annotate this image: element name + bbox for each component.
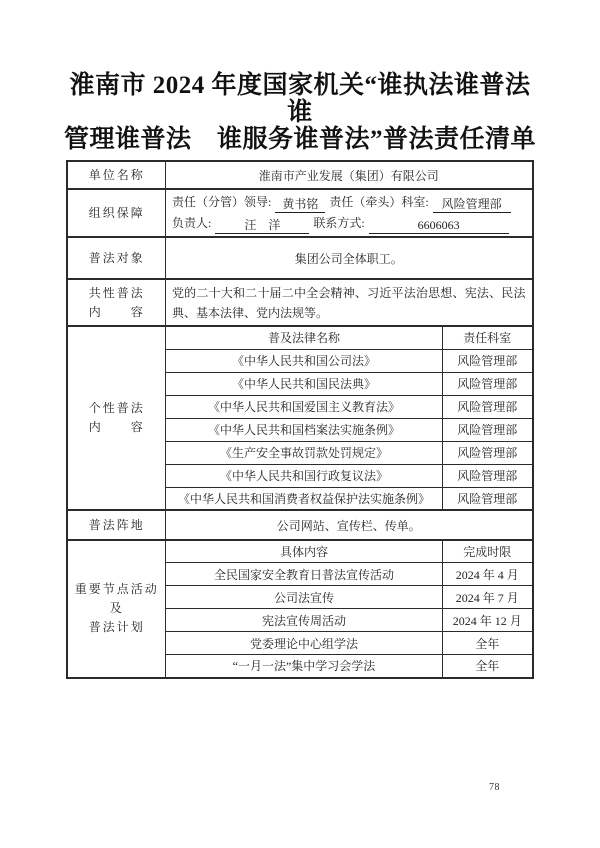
lead-dept-label: 责任（牵头）科室: bbox=[329, 195, 429, 209]
common-label-line-2: 内 容 bbox=[88, 304, 145, 319]
activity-content: 公司法宣传 bbox=[165, 586, 442, 609]
individual-label-line-1: 个性普法 bbox=[88, 401, 145, 415]
activity-deadline-column-header: 完成时限 bbox=[442, 540, 532, 563]
law-dept: 风险管理部 bbox=[442, 418, 532, 441]
page-number: 78 bbox=[489, 782, 500, 793]
zhendi-value: 公司网站、宣传栏、传单。 bbox=[165, 510, 532, 540]
law-dept: 风险管理部 bbox=[442, 487, 532, 510]
page-title-line-2: 管理谁普法 谁服务谁普法”普法责任清单 bbox=[64, 126, 537, 153]
person-name: 汪 洋 bbox=[215, 218, 309, 234]
law-dept-column-header: 责任科室 bbox=[442, 326, 532, 349]
org-guarantee-content bbox=[165, 189, 532, 237]
responsibility-table bbox=[66, 160, 533, 679]
common-label-line-1: 共性普法 bbox=[88, 285, 145, 300]
contact-label: 联系方式: bbox=[313, 216, 365, 230]
row-org-guarantee bbox=[67, 189, 532, 237]
page-title-line-1: 淮南市 2024 年度国家机关“谁执法谁普法 谁 bbox=[69, 72, 557, 126]
law-dept: 风险管理部 bbox=[442, 441, 532, 464]
law-dept: 风险管理部 bbox=[442, 349, 532, 372]
target-value: 集团公司全体职工。 bbox=[165, 237, 532, 279]
activity-content: 全民国家安全教育日普法宣传活动 bbox=[165, 563, 442, 586]
common-content-label bbox=[67, 279, 165, 326]
common-content-value: 党的二十大和二十届二中全会精神、习近平法治思想、宪法、民法典、基本法律、党内法规等。 bbox=[165, 279, 532, 326]
law-name: 《中华人民共和国爱国主义教育法》 bbox=[165, 395, 442, 418]
unit-name-label: 单位名称 bbox=[67, 161, 165, 189]
individual-content-label bbox=[67, 326, 165, 510]
activity-deadline: 全年 bbox=[442, 655, 532, 678]
law-name: 《生产安全事故罚款处罚规定》 bbox=[165, 441, 442, 464]
activities-label-line-1: 重要节点活动及 bbox=[74, 582, 159, 616]
law-name-column-header: 普及法律名称 bbox=[165, 326, 442, 349]
activity-deadline: 全年 bbox=[442, 632, 532, 655]
law-dept: 风险管理部 bbox=[442, 372, 532, 395]
row-individual-header bbox=[67, 326, 532, 349]
activity-content: “一月一法”集中学习会学法 bbox=[165, 655, 442, 678]
law-dept: 风险管理部 bbox=[442, 395, 532, 418]
activity-content: 党委理论中心组学法 bbox=[165, 632, 442, 655]
leader-name: 黄书铭 bbox=[275, 197, 325, 213]
row-target bbox=[67, 237, 532, 279]
individual-label-line-2: 内 容 bbox=[88, 420, 145, 434]
person-label: 负责人: bbox=[171, 216, 212, 230]
activities-label bbox=[67, 540, 165, 678]
unit-name-value: 淮南市产业发展（集团）有限公司 bbox=[165, 161, 532, 189]
activity-content-column-header: 具体内容 bbox=[165, 540, 442, 563]
org-guarantee-label: 组织保障 bbox=[67, 189, 165, 237]
row-unit-name bbox=[67, 161, 532, 189]
lead-dept-name: 风险管理部 bbox=[433, 197, 511, 213]
law-dept: 风险管理部 bbox=[442, 464, 532, 487]
target-label: 普法对象 bbox=[67, 237, 165, 279]
leader-label: 责任（分管）领导: bbox=[171, 195, 272, 209]
row-activities-header bbox=[67, 540, 532, 563]
law-name: 《中华人民共和国档案法实施条例》 bbox=[165, 418, 442, 441]
activity-deadline: 2024 年 12 月 bbox=[442, 609, 532, 632]
law-name: 《中华人民共和国公司法》 bbox=[165, 349, 442, 372]
law-name: 《中华人民共和国民法典》 bbox=[165, 372, 442, 395]
activity-deadline: 2024 年 7 月 bbox=[442, 586, 532, 609]
activities-label-line-2: 普法计划 bbox=[88, 620, 145, 635]
law-name: 《中华人民共和国消费者权益保护法实施条例》 bbox=[165, 487, 442, 510]
contact-value: 6606063 bbox=[369, 218, 509, 234]
law-name: 《中华人民共和国行政复议法》 bbox=[165, 464, 442, 487]
page-title bbox=[64, 0, 557, 153]
activity-content: 宪法宣传周活动 bbox=[165, 609, 442, 632]
row-common-content bbox=[67, 279, 532, 326]
row-zhendi bbox=[67, 510, 532, 540]
activity-deadline: 2024 年 4 月 bbox=[442, 563, 532, 586]
zhendi-label: 普法阵地 bbox=[67, 510, 165, 540]
